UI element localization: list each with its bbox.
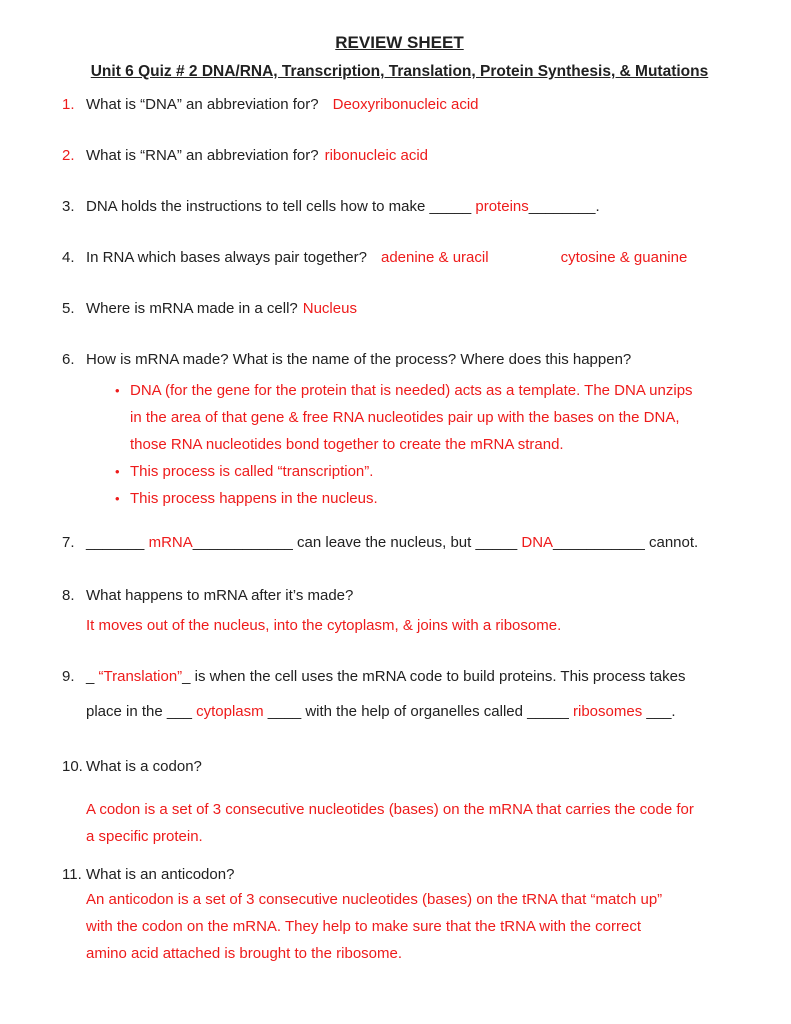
question-10-answer-text-2: a specific protein. bbox=[86, 828, 203, 845]
question-9-number: 9. bbox=[62, 668, 75, 685]
question-9-text-line-1: _ is when the cell uses the mRNA code to build proteins. This process takes bbox=[182, 668, 686, 685]
question-3-text-before-blank: DNA holds the instructions to tell cells how to make _____ bbox=[86, 198, 476, 215]
document-title-text: REVIEW SHEET bbox=[335, 33, 464, 52]
question-11-answer-text-3: amino acid attached is brought to the ribosome. bbox=[86, 945, 403, 962]
question-5-text: Where is mRNA made in a cell? bbox=[86, 300, 298, 317]
question-9-answer-1: “Translation” bbox=[98, 668, 183, 685]
question-4-text: In RNA which bases always pair together? bbox=[86, 249, 367, 266]
question-5-number: 5. bbox=[62, 300, 75, 317]
question-9-answer-3: ribosomes bbox=[573, 703, 643, 720]
question-10-answer-text-1: A codon is a set of 3 consecutive nucleotides (bases) on the mRNA that carries the code for bbox=[86, 801, 694, 818]
question-7-blank-1: _______ bbox=[86, 534, 149, 551]
question-3-answer: proteins bbox=[475, 198, 529, 215]
question-3-number: 3. bbox=[62, 198, 75, 215]
question-8-number: 8. bbox=[62, 587, 75, 604]
question-9-text-line-2-mid: ____ with the help of organelles called _____ bbox=[263, 703, 574, 720]
question-11-answer bbox=[62, 886, 737, 967]
question-10-answer bbox=[62, 796, 737, 850]
question-7-blank-4: ___________ bbox=[553, 534, 645, 551]
bullet-3 bbox=[115, 485, 737, 512]
question-8-answer bbox=[86, 612, 737, 639]
question-11-answer-line-1 bbox=[86, 886, 737, 913]
question-7-answer-2: DNA bbox=[521, 534, 554, 551]
question-7-number: 7. bbox=[62, 534, 75, 551]
question-5 bbox=[62, 298, 737, 319]
question-4-number: 4. bbox=[62, 249, 75, 266]
question-1 bbox=[62, 94, 737, 115]
question-4 bbox=[62, 247, 737, 268]
question-6-answer-bullets bbox=[115, 377, 737, 512]
question-1-answer: Deoxyribonucleic acid bbox=[332, 96, 479, 113]
question-2-number: 2. bbox=[62, 147, 75, 164]
bullet-icon: • bbox=[115, 464, 120, 479]
question-11-answer-line-2 bbox=[86, 913, 737, 940]
question-7-answer-1: mRNA bbox=[148, 534, 193, 551]
question-2-text: What is “RNA” an abbreviation for? bbox=[86, 147, 319, 164]
question-4-answer-2: cytosine & guanine bbox=[560, 249, 688, 266]
question-9-text-line-2-pre: place in the ___ bbox=[86, 703, 197, 720]
question-10-answer-line-1 bbox=[86, 796, 737, 823]
question-4-answer-1: adenine & uracil bbox=[380, 249, 489, 266]
question-9-text-line-2-end: ___. bbox=[642, 703, 676, 720]
question-6-number: 6. bbox=[62, 351, 75, 368]
question-11-answer-line-3 bbox=[86, 940, 737, 967]
question-8 bbox=[62, 585, 737, 606]
question-9-answer-2: cytoplasm bbox=[196, 703, 264, 720]
bullet-1-line-3 bbox=[115, 431, 737, 458]
bullet-1-text-line-1: DNA (for the gene for the protein that is needed) acts as a template. The DNA unzips bbox=[130, 382, 693, 399]
question-5-answer: Nucleus bbox=[302, 300, 357, 317]
question-10-number: 10. bbox=[62, 758, 83, 775]
bullet-1-line-2 bbox=[115, 404, 737, 431]
question-11-answer-text-1: An anticodon is a set of 3 consecutive nucleotides (bases) on the tRNA that “match up” bbox=[86, 891, 663, 908]
question-1-number: 1. bbox=[62, 96, 75, 113]
question-2 bbox=[62, 145, 737, 166]
bullet-3-text: This process happens in the nucleus. bbox=[130, 490, 378, 507]
question-10-text: What is a codon? bbox=[86, 758, 202, 775]
question-8-text: What happens to mRNA after it’s made? bbox=[86, 587, 354, 604]
question-7-text-end: cannot. bbox=[644, 534, 699, 551]
question-7-blank-3: _____ bbox=[475, 534, 522, 551]
bullet-2-text: This process is called “transcription”. bbox=[130, 463, 374, 480]
question-11 bbox=[62, 864, 737, 885]
question-11-answer-text-2: with the codon on the mRNA. They help to make sure that the tRNA with the correct bbox=[86, 918, 641, 935]
question-9-blank-pre: _ bbox=[86, 668, 99, 685]
question-7 bbox=[62, 532, 737, 553]
document-subtitle-text: Unit 6 Quiz # 2 DNA/RNA, Transcription, Translation, Protein Synthesis, & Mutations bbox=[90, 63, 709, 80]
question-3-blank-after: ________. bbox=[528, 198, 600, 215]
question-2-answer: ribonucleic acid bbox=[324, 147, 428, 164]
question-7-blank-2: ____________ bbox=[192, 534, 293, 551]
question-9 bbox=[62, 666, 737, 687]
document-title bbox=[62, 32, 737, 54]
document-subtitle bbox=[62, 61, 737, 83]
question-11-text: What is an anticodon? bbox=[86, 866, 235, 883]
question-1-text: What is “DNA” an abbreviation for? bbox=[86, 96, 319, 113]
question-8-answer-text: It moves out of the nucleus, into the cytoplasm, & joins with a ribosome. bbox=[86, 617, 562, 634]
bullet-1-text-line-2: in the area of that gene & free RNA nucleotides pair up with the bases on the DNA, bbox=[130, 409, 680, 426]
question-11-number: 11. bbox=[62, 866, 82, 883]
question-6 bbox=[62, 349, 737, 370]
question-10 bbox=[62, 756, 737, 777]
question-9-line-2 bbox=[86, 701, 737, 722]
question-10-answer-line-2 bbox=[86, 823, 737, 850]
question-3 bbox=[62, 196, 737, 217]
question-7-text-mid: can leave the nucleus, but bbox=[292, 534, 476, 551]
bullet-icon: • bbox=[115, 491, 120, 506]
bullet-1-text-line-3: those RNA nucleotides bond together to create the mRNA strand. bbox=[130, 436, 564, 453]
bullet-2 bbox=[115, 458, 737, 485]
bullet-icon: • bbox=[115, 383, 120, 398]
question-6-text: How is mRNA made? What is the name of the process? Where does this happen? bbox=[86, 351, 632, 368]
bullet-1-line-1 bbox=[115, 377, 737, 404]
